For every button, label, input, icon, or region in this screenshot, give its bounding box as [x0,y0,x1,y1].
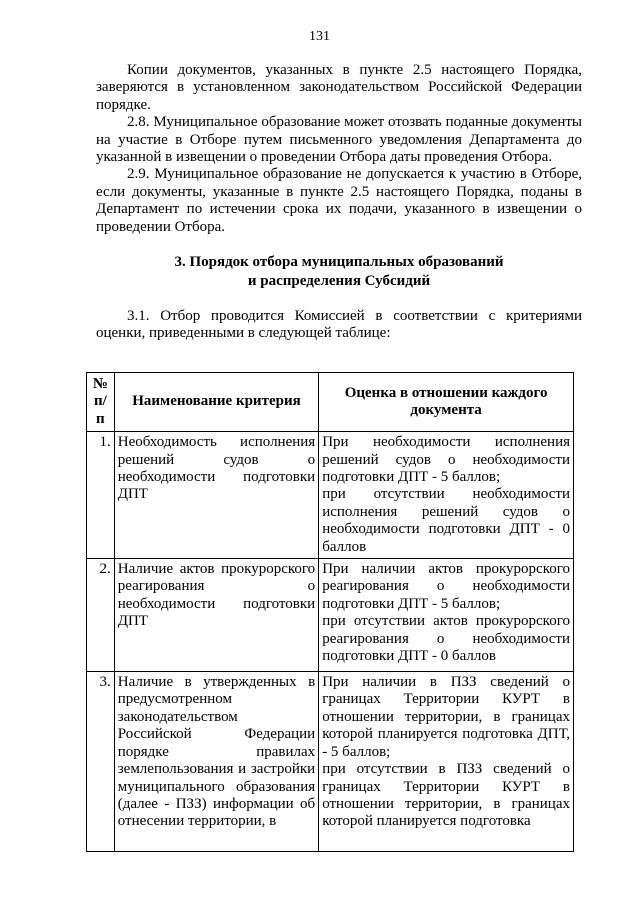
row-criterion: Необходимость исполнения решений судов о необходимости подготовки ДПТ [114,432,318,559]
score-line: При необходимости исполнения решений судов о необходимости подготовки ДПТ - 5 баллов; [322,434,570,486]
criteria-table [86,372,574,852]
body-text [96,62,582,343]
score-line: при отсутствии необходимости исполнения решений судов о необходимости подготовки ДПТ - 0 баллов [322,486,570,555]
paragraph-3-1: 3.1. Отбор проводится Комиссией в соответствии с критериями оценки, приведенными в следующей таблице: [96,308,582,342]
paragraph-2-8: 2.8. Муниципальное образование может отозвать поданные документы на участие в Отборе путем письменного уведомления Департамента до указанной в извещении о проведении Отбора даты проведения Отбора. [96,114,582,166]
row-score [319,559,574,672]
paragraph-copies: Копии документов, указанных в пункте 2.5 настоящего Порядка, заверяются в установленном законодательством Российской Федерации порядке. [96,62,582,113]
row-criterion: Наличие актов прокурорского реагирования о необходимости подготовки ДПТ [114,559,318,672]
header-score: Оценка в отношении каждого документа [319,373,574,432]
score-line: при отсутствии в ПЗЗ сведений о границах Территории КУРТ в отношении территории, в границах которой планируется подготовка [322,761,570,830]
score-line: при отсутствии актов прокурорского реагирования о необходимости подготовки ДПТ - 0 баллов [322,613,570,665]
section-heading-line1: 3. Порядок отбора муниципальных образований [174,254,504,271]
row-num: 2. [87,559,115,672]
row-score [319,672,574,852]
section-heading [96,253,582,290]
table-row [87,559,574,672]
score-line: При наличии в ПЗЗ сведений о границах Территории КУРТ в отношении территории, в границах которой планируется подготовка ДПТ, - 5 баллов; [322,674,570,760]
paragraph-2-9: 2.9. Муниципальное образование не допускается к участию в Отборе, если документы, указанные в пункте 2.5 настоящего Порядка, поданы в Департамент по истечении срока их подачи, указанного в извещении о проведении Отбора. [96,166,582,235]
header-num: № п/п [87,373,115,432]
table-header-row [87,373,574,432]
row-criterion: Наличие в утвержденных в предусмотренном законодательством Российской Федерации порядке правилах землепользования и застройки муниципального образования (далее - ПЗЗ) информации об отнесении территории, в [114,672,318,852]
row-num: 3. [87,672,115,852]
section-heading-line2: и распределения Субсидий [247,272,431,289]
row-score [319,432,574,559]
table-row [87,432,574,559]
table-row [87,672,574,852]
row-num: 1. [87,432,115,559]
score-line: При наличии актов прокурорского реагирования о необходимости подготовки ДПТ - 5 баллов; [322,561,570,612]
header-name: Наименование критерия [114,373,318,432]
page-number: 131 [309,29,330,44]
